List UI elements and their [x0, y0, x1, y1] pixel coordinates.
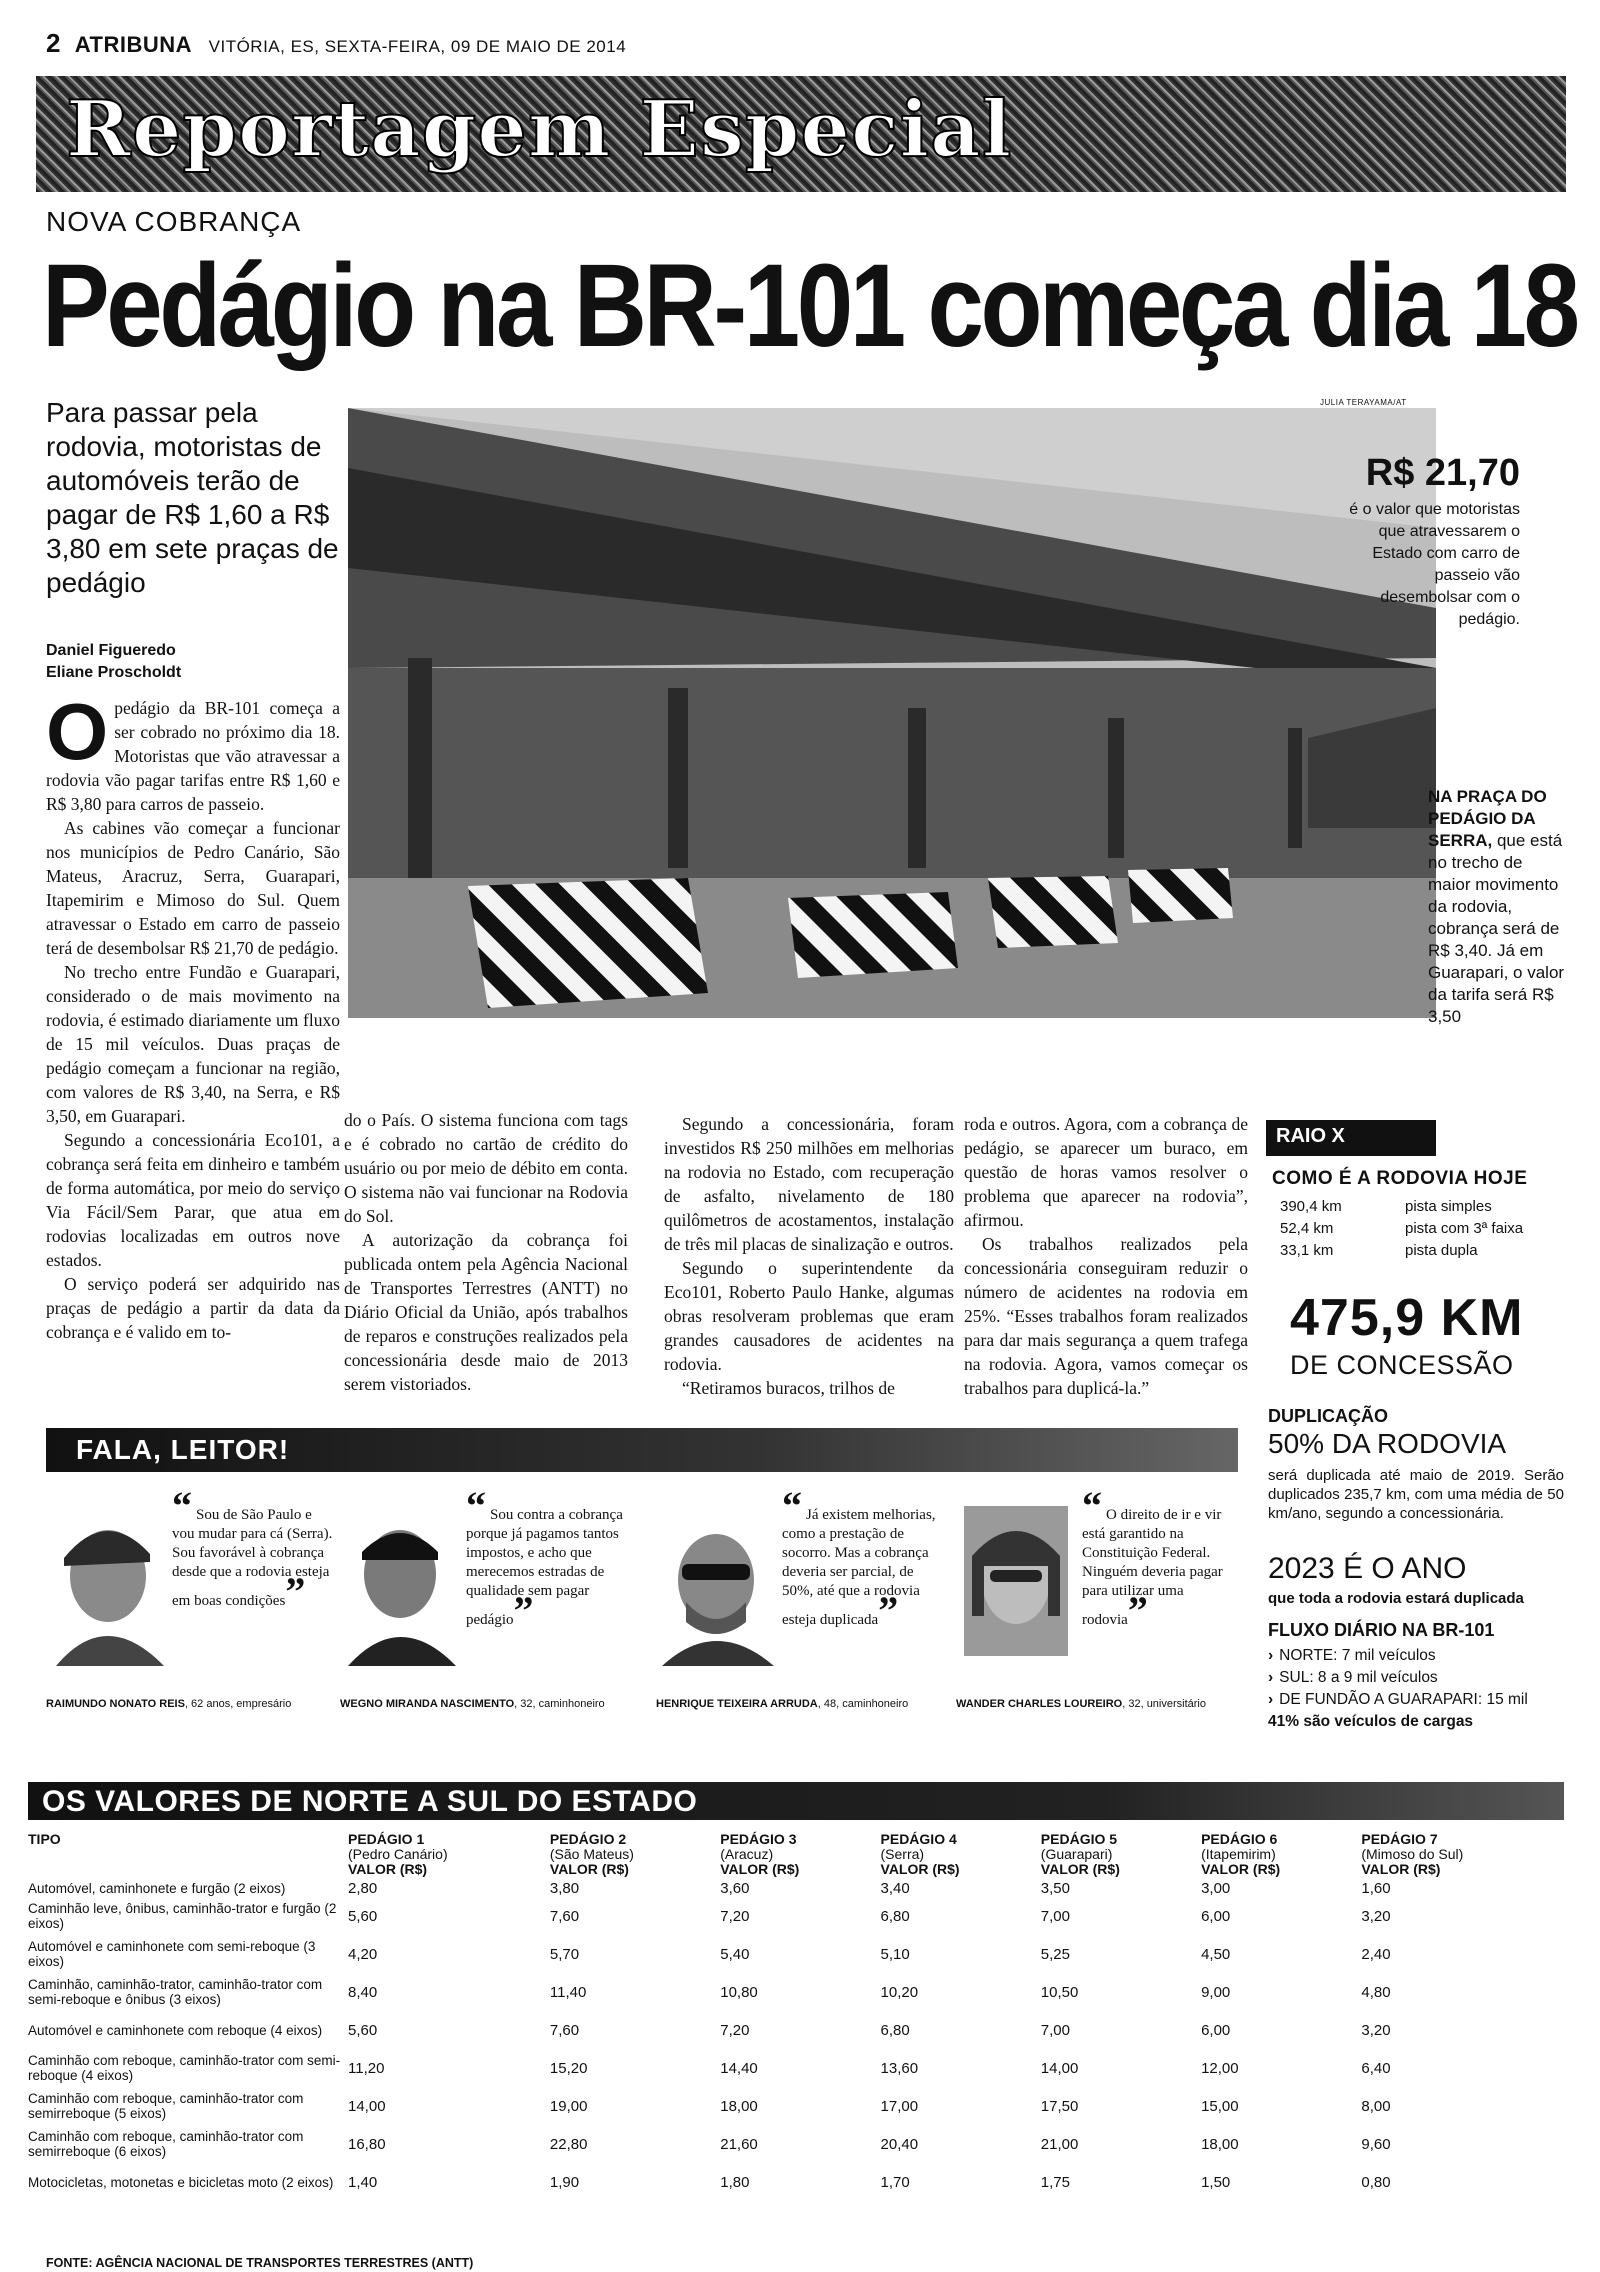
plaza-city: (Pedro Canário)	[348, 1846, 448, 1862]
paragraph: Segundo a concessionária Eco101, a cobrança será feita em dinheiro e também de forma automática, por meio do serviço Via Fácil/Sem Parar, que atua em rodovias localizadas em outros nove estados.	[46, 1130, 340, 1270]
paragraph: “Retiramos buracos, trilhos de	[682, 1378, 895, 1398]
table-row	[28, 2087, 1568, 2125]
drop-cap: O	[46, 687, 109, 776]
photo-caption	[1428, 786, 1568, 1028]
toll-value: 9,00	[1201, 1983, 1231, 2001]
toll-value: 1,50	[1201, 2173, 1231, 2191]
page-number: 2	[46, 28, 61, 58]
year-highlight: 2023 É O ANO	[1268, 1552, 1467, 1585]
toll-value: 7,00	[1040, 1907, 1070, 1925]
toll-value: 15,00	[1201, 2097, 1239, 2115]
toll-value: 1,90	[549, 2173, 580, 2191]
toll-value: 3,20	[1361, 1907, 1391, 1925]
toll-value: 10,80	[720, 1983, 758, 2001]
paragraph: Os trabalhos realizados pela concessionária conseguiram reduzir o número de acidentes na rodovia em 25%. “Esses trabalhos foram realizados para dar mais segurança a quem trafega na rodovia. Agora, vamos começar os trabalhos para duplicá-la.”	[964, 1234, 1248, 1398]
byline	[46, 640, 181, 684]
page-folio	[46, 28, 626, 59]
quote-mark-icon: “	[466, 1483, 486, 1528]
quote-text: Sou de São Paulo e vou mudar para cá (Serra). Sou favorável à cobrança desde que a rodovia esteja em boas condições	[172, 1507, 333, 1609]
reader-opinion	[956, 1483, 1256, 1716]
toll-value: 11,20	[348, 2059, 385, 2077]
toll-value: 6,40	[1361, 2059, 1391, 2077]
reader-opinion	[46, 1483, 346, 1716]
quote-mark-icon: ”	[513, 1588, 534, 1633]
toll-value: 19,00	[549, 2097, 588, 2115]
quote-mark-icon: “	[172, 1483, 192, 1528]
reader-details: , 32, caminhoneiro	[514, 1698, 605, 1710]
road-stat-row	[1280, 1218, 1523, 1240]
reader-name: WEGNO MIRANDA NASCIMENTO	[340, 1698, 515, 1710]
toll-value: 5,40	[720, 1945, 750, 1963]
year-text: que toda a rodovia estará duplicada	[1268, 1590, 1524, 1607]
stat-km: 52,4 km	[1280, 1220, 1334, 1237]
plaza-name: PEDÁGIO 4	[880, 1831, 957, 1847]
reader-portrait	[46, 1496, 166, 1666]
plaza-city: (Aracuz)	[720, 1846, 774, 1862]
section-banner	[36, 76, 1566, 192]
callout-value: R$ 21,70	[1365, 452, 1520, 494]
vehicle-type: Automóvel, caminhonete e furgão (2 eixos)	[28, 1880, 286, 1896]
toll-value: 6,80	[880, 1907, 910, 1925]
paragraph: roda e outros. Agora, com a cobrança de pedágio, se aparecer um buraco, em questão de horas vamos resolver o problema que aparecer na rodovia”, afirmou.	[964, 1114, 1248, 1230]
toll-value: 0,80	[1361, 2173, 1391, 2191]
vehicle-type: Automóvel e caminhonete com semi-reboque (3 eixos)	[28, 1939, 316, 1969]
paragraph: No trecho entre Fundão e Guarapari, considerado o de mais movimento na rodovia, é estimado diariamente um fluxo de 15 mil veículos. Duas praças de pedágio começam a funcionar na região, com valores de R$ 3,40, na Serra, e R$ 3,50, em Guarapari.	[46, 962, 340, 1126]
article-headline: Pedágio na BR-101 começa dia 18	[42, 240, 1577, 372]
table-row	[28, 1935, 1568, 1973]
toll-value: 8,00	[1361, 2097, 1391, 2115]
duplication-text: será duplicada até maio de 2019. Serão duplicados 235,7 km, com uma média de 50 km/ano, segundo a concessionária.	[1268, 1467, 1564, 1522]
paragraph: Segundo a concessionária, foram investidos R$ 250 milhões em melhorias na rodovia no Estado, com recuperação de asfalto, nivelamento de 180 quilômetros de acostamentos, instalação de três mil placas de sinalização e outros.	[664, 1114, 954, 1254]
vehicle-type: Automóvel e caminhonete com reboque (4 eixos)	[28, 2022, 323, 2038]
toll-value: 3,50	[1040, 1879, 1070, 1897]
toll-values-title: OS VALORES DE NORTE A SUL DO ESTADO	[42, 1785, 698, 1818]
toll-value: 1,70	[880, 2173, 910, 2191]
flux-title: FLUXO DIÁRIO NA BR-101	[1268, 1620, 1495, 1640]
road-stat-row	[1280, 1240, 1523, 1262]
toll-value: 3,60	[720, 1879, 750, 1897]
toll-value: 1,40	[348, 2173, 378, 2191]
lead-paragraph: pedágio da BR-101 começa a ser cobrado no próximo dia 18. Motoristas que vão atravessar a rodovia vão pagar tarifas entre R$ 1,60 e R$ 3,80 para carros de passeio.	[46, 698, 340, 814]
plaza-name: PEDÁGIO 7	[1361, 1831, 1438, 1847]
issue-date: VITÓRIA, ES, SEXTA-FEIRA, 09 DE MAIO DE 2014	[208, 37, 627, 56]
value-label: VALOR (R$)	[720, 1861, 800, 1877]
author-name: Daniel Figueredo	[46, 642, 176, 659]
toll-value: 14,00	[348, 2097, 386, 2115]
toll-value: 5,70	[549, 1945, 580, 1963]
plaza-header	[348, 1830, 550, 1879]
toll-value: 7,20	[720, 1907, 750, 1925]
toll-value: 1,75	[1040, 2173, 1070, 2191]
stat-type: pista simples	[1405, 1198, 1492, 1215]
toll-value: 3,00	[1201, 1879, 1231, 1897]
toll-table	[28, 1830, 1568, 2201]
toll-value: 14,40	[720, 2059, 758, 2077]
quote-text: O direito de ir e vir está garantido na Constituição Federal. Ninguém deveria pagar para utilizar uma rodovia	[1082, 1507, 1223, 1628]
value-label: VALOR (R$)	[880, 1861, 960, 1877]
raio-x-title: RAIO X	[1266, 1120, 1436, 1156]
table-row	[28, 2163, 1568, 2201]
toll-value: 5,60	[348, 2021, 378, 2039]
reader-opinion	[656, 1483, 956, 1716]
paragraph: O serviço poderá ser adquirido nas praças de pedágio a partir da data da cobrança e é valido em to-	[46, 1274, 340, 1342]
toll-value: 8,40	[348, 1983, 378, 2001]
toll-value: 1,80	[720, 2173, 750, 2191]
toll-value: 5,10	[880, 1945, 910, 1963]
table-row	[28, 1897, 1568, 1935]
flux-item: › NORTE: 7 mil veículos	[1268, 1645, 1528, 1667]
stat-km: 33,1 km	[1280, 1242, 1334, 1259]
duplication-highlight: 50% DA RODOVIA	[1268, 1428, 1507, 1459]
toll-value: 21,00	[1040, 2135, 1079, 2153]
reader-portrait	[956, 1496, 1076, 1666]
reader-details: , 32, universitário	[1122, 1698, 1206, 1710]
plaza-city: (Serra)	[880, 1846, 925, 1862]
toll-value: 2,40	[1361, 1945, 1391, 1963]
stat-type: pista dupla	[1405, 1242, 1478, 1259]
toll-plaza-illustration	[348, 408, 1436, 1018]
flux-item: › SUL: 8 a 9 mil veículos	[1268, 1667, 1528, 1689]
toll-value: 7,60	[549, 1907, 580, 1925]
caption-lead: NA PRAÇA DO PEDÁGIO DA SERRA,	[1428, 787, 1547, 850]
photo-credit: JULIA TERAYAMA/AT	[1320, 398, 1407, 407]
value-label: VALOR (R$)	[1361, 1861, 1441, 1877]
article-deck: Para passar pela rodovia, motoristas de automóveis terão de pagar de R$ 1,60 a R$ 3,80 em sete praças de pedágio	[46, 397, 339, 598]
plaza-city: (São Mateus)	[549, 1846, 634, 1862]
vehicle-type: Caminhão com reboque, caminhão-trator com semi-reboque (4 eixos)	[28, 2053, 341, 2083]
toll-value: 16,80	[348, 2135, 386, 2153]
quote-mark-icon: ”	[1127, 1588, 1148, 1633]
vehicle-type: Motocicletas, motonetas e bicicletas moto (2 eixos)	[28, 2174, 334, 2190]
toll-value: 14,00	[1040, 2059, 1079, 2077]
stat-km: 390,4 km	[1280, 1198, 1342, 1215]
raio-x-subtitle: COMO É A RODOVIA HOJE	[1272, 1168, 1528, 1189]
toll-value: 20,40	[880, 2135, 919, 2153]
quote-mark-icon: ”	[878, 1588, 899, 1633]
stat-type: pista com 3ª faixa	[1405, 1220, 1524, 1237]
toll-value: 3,40	[880, 1879, 910, 1897]
reader-quote	[1082, 1483, 1246, 1633]
article-column-2	[344, 1108, 628, 1396]
callout-text: é o valor que motoristas que atravessarem o Estado com carro de passeio vão desembolsar com o pedágio.	[1349, 501, 1520, 628]
table-source: FONTE: AGÊNCIA NACIONAL DE TRANSPORTES TERRESTRES (ANTT)	[46, 2256, 474, 2270]
reader-portrait	[656, 1496, 776, 1666]
toll-value: 10,20	[880, 1983, 919, 2001]
plaza-header	[1201, 1830, 1361, 1879]
plaza-name: PEDÁGIO 2	[549, 1831, 627, 1847]
plaza-city: (Mimoso do Sul)	[1361, 1846, 1464, 1862]
type-header: TIPO	[28, 1831, 61, 1847]
toll-value: 2,80	[348, 1879, 378, 1897]
quote-mark-icon: ”	[285, 1569, 306, 1614]
plaza-name: PEDÁGIO 1	[348, 1831, 425, 1847]
plaza-header	[720, 1830, 880, 1879]
quote-mark-icon: “	[782, 1483, 802, 1528]
reader-name: RAIMUNDO NONATO REIS	[46, 1698, 185, 1710]
article-kicker: NOVA COBRANÇA	[46, 206, 302, 237]
toll-value: 1,60	[1361, 1879, 1391, 1897]
reader-portrait	[340, 1496, 460, 1666]
quote-text: Sou contra a cobrança porque já pagamos tantos impostos, e acho que merecemos estradas de qualidade sem pagar pedágio	[466, 1507, 623, 1628]
plaza-city: (Itapemirim)	[1201, 1846, 1276, 1862]
reader-name: WANDER CHARLES LOUREIRO	[956, 1698, 1123, 1710]
flux-note: 41% são veículos de cargas	[1268, 1713, 1474, 1730]
toll-values-table	[28, 1830, 1568, 2201]
table-row	[28, 2011, 1568, 2049]
toll-value: 7,20	[720, 2021, 750, 2039]
toll-value: 7,00	[1040, 2021, 1070, 2039]
toll-value: 5,60	[348, 1907, 378, 1925]
toll-value: 11,40	[549, 1983, 587, 2001]
plaza-name: PEDÁGIO 6	[1201, 1831, 1278, 1847]
flux-item: › DE FUNDÃO A GUARAPARI: 15 mil	[1268, 1689, 1528, 1711]
table-row	[28, 1973, 1568, 2011]
toll-value: 18,00	[1201, 2135, 1239, 2153]
toll-plaza-photo	[348, 408, 1436, 1018]
reader-caption	[956, 1698, 1276, 1710]
vehicle-type: Caminhão com reboque, caminhão-trator com semirreboque (5 eixos)	[28, 2091, 304, 2121]
reader-opinion	[340, 1483, 640, 1716]
vehicle-type: Caminhão leve, ônibus, caminhão-trator e furgão (2 eixos)	[28, 1901, 337, 1931]
fala-leitor-bar	[46, 1428, 1238, 1472]
toll-value: 3,80	[549, 1879, 580, 1897]
concession-km: 475,9 KM	[1290, 1289, 1524, 1347]
toll-values-bar	[28, 1782, 1564, 1820]
section-title: Reportagem Especial	[66, 84, 1013, 175]
reader-details: , 48, caminhoneiro	[817, 1698, 909, 1710]
vehicle-type: Caminhão com reboque, caminhão-trator com semirreboque (6 eixos)	[28, 2129, 304, 2159]
paragraph: A autorização da cobrança foi publicada ontem pela Agência Nacional de Transportes Terrestres (ANTT) no Diário Oficial da União, após trabalhos de reparos e construções realizados pela concessionária desde maio de 2013 serem vistoriados.	[344, 1230, 628, 1394]
reader-caption	[340, 1698, 660, 1710]
quote-text: Já existem melhorias, como a prestação de socorro. Mas a cobrança deveria ser parcial, de 50%, até que a rodovia esteja duplicada	[782, 1507, 936, 1628]
plaza-header	[1041, 1830, 1201, 1879]
caption-text: que está no trecho de maior movimento da rodovia, cobrança será de R$ 3,40. Já em Guarapari, o valor da tarifa será R$ 3,50	[1428, 831, 1565, 1026]
plaza-name: PEDÁGIO 5	[1040, 1831, 1118, 1847]
toll-value: 4,50	[1201, 1945, 1231, 1963]
table-row	[28, 1879, 1568, 1897]
toll-value: 3,20	[1361, 2021, 1391, 2039]
reader-caption	[656, 1698, 976, 1710]
reader-caption	[46, 1698, 366, 1710]
toll-value: 6,00	[1201, 2021, 1231, 2039]
article-column-4	[964, 1112, 1248, 1400]
reader-quote	[172, 1483, 336, 1614]
reader-quote	[466, 1483, 630, 1633]
toll-value: 17,00	[880, 2097, 919, 2115]
toll-value: 21,60	[720, 2135, 758, 2153]
toll-value: 9,60	[1361, 2135, 1391, 2153]
value-label: VALOR (R$)	[1040, 1861, 1120, 1877]
toll-value: 13,60	[880, 2059, 919, 2077]
plaza-name: PEDÁGIO 3	[720, 1831, 797, 1847]
paragraph: As cabines vão começar a funcionar nos municípios de Pedro Canário, São Mateus, Aracruz, Serra, Guarapari, Itapemirim e Mimoso do Sul. Quem atravessar o Estado em carro de passeio terá de desembolsar R$ 21,70 de pedágio.	[46, 818, 340, 958]
paragraph: Segundo o superintendente da Eco101, Roberto Paulo Hanke, algumas obras resolveram problemas que eram grandes causadores de acidentes na rodovia.	[664, 1258, 954, 1374]
toll-value: 7,60	[549, 2021, 580, 2039]
toll-value: 12,00	[1201, 2059, 1239, 2077]
value-label: VALOR (R$)	[348, 1861, 428, 1877]
author-name: Eliane Proscholdt	[46, 664, 182, 681]
newspaper-brand: ATRIBUNA	[74, 32, 193, 57]
reader-quote	[782, 1483, 946, 1633]
table-row	[28, 2049, 1568, 2087]
toll-value: 10,50	[1040, 1983, 1079, 2001]
paragraph: do o País. O sistema funciona com tags e é cobrado no cartão de crédito do usuário ou por meio de débito em conta. O sistema não vai funcionar na Rodovia do Sol.	[344, 1110, 628, 1226]
toll-value: 5,25	[1040, 1945, 1070, 1963]
toll-value: 6,80	[880, 2021, 910, 2039]
duplication-title: DUPLICAÇÃO	[1268, 1406, 1388, 1426]
article-column-1	[46, 687, 340, 1344]
article-column-3	[664, 1112, 954, 1400]
reader-name: HENRIQUE TEIXEIRA ARRUDA	[656, 1698, 818, 1710]
table-header-row	[28, 1830, 1568, 1879]
flux-list	[1268, 1645, 1528, 1733]
price-callout	[1340, 452, 1520, 631]
plaza-header	[881, 1830, 1041, 1879]
quote-mark-icon: “	[1082, 1483, 1102, 1528]
plaza-city: (Guarapari)	[1040, 1846, 1113, 1862]
plaza-header	[1361, 1830, 1568, 1879]
vehicle-type: Caminhão, caminhão-trator, caminhão-trator com semi-reboque e ônibus (3 eixos)	[28, 1977, 323, 2007]
toll-value: 15,20	[549, 2059, 588, 2077]
toll-value: 4,80	[1361, 1983, 1391, 2001]
toll-value: 17,50	[1040, 2097, 1079, 2115]
table-row	[28, 2125, 1568, 2163]
reader-details: , 62 anos, empresário	[184, 1698, 292, 1710]
table-body	[28, 1879, 1568, 2201]
toll-value: 18,00	[720, 2097, 758, 2115]
fala-leitor-title: FALA, LEITOR!	[76, 1434, 290, 1465]
concession-label: DE CONCESSÃO	[1290, 1350, 1514, 1380]
value-label: VALOR (R$)	[549, 1861, 629, 1877]
toll-value: 6,00	[1201, 1907, 1231, 1925]
plaza-header	[550, 1830, 720, 1879]
toll-value: 4,20	[348, 1945, 378, 1963]
road-stats	[1280, 1196, 1523, 1262]
road-stat-row	[1280, 1196, 1523, 1218]
toll-value: 22,80	[549, 2135, 588, 2153]
value-label: VALOR (R$)	[1201, 1861, 1281, 1877]
